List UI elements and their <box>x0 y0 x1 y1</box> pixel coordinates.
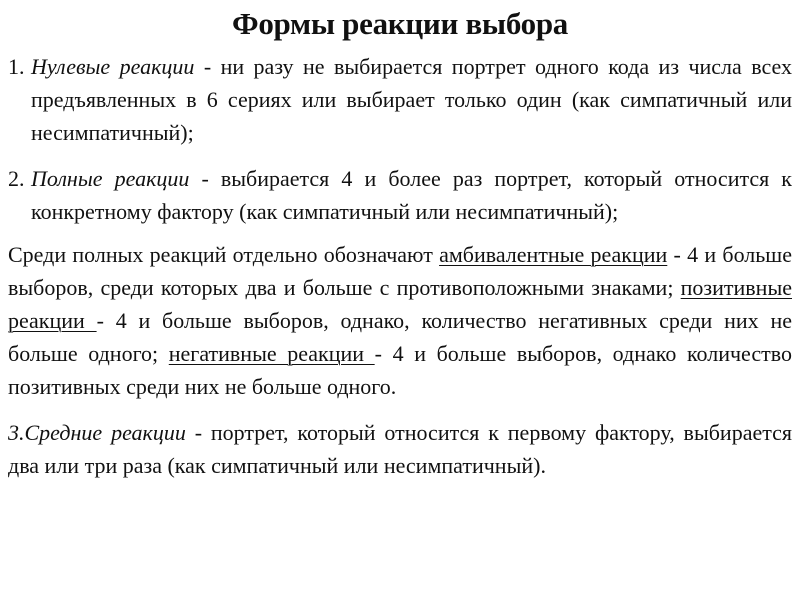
definition-positive-reactions: - 4 и больше выборов, однако, количество негативных среди них не больше одного; <box>8 308 792 366</box>
list-item-null-reactions <box>8 50 792 149</box>
definition-ambivalent-reactions: - 4 и больше выборов, среди которых два и больше с противоположными знаками; <box>8 242 792 300</box>
list-item-body <box>31 50 792 149</box>
term-positive-reactions: позитивные реакции <box>8 275 792 333</box>
slide-title: Формы реакции выбора <box>232 6 568 41</box>
list-item-medium-reactions <box>8 416 792 482</box>
full-reactions-subtypes-paragraph <box>8 238 792 403</box>
definition-null-reactions: - ни разу не выбирается портрет одного кода из числа всех предъявленных в 6 сериях или выбирает только один (как симпатичный или несимпатичный); <box>31 54 792 145</box>
list-number: 1. <box>8 54 25 79</box>
list-number: 2. <box>8 166 25 191</box>
term-null-reactions: Нулевые реакции <box>31 54 195 79</box>
list-item-full-reactions <box>8 162 792 228</box>
definition-negative-reactions: - 4 и больше выборов, однако количество позитивных среди них не больше одного. <box>8 341 792 399</box>
term-medium-reactions: 3.Средние реакции <box>8 420 186 445</box>
definition-medium-reactions: - портрет, который относится к первому фактору, выбирается два или три раза (как симпатичный или несимпатичный). <box>8 420 792 478</box>
term-negative-reactions: негативные реакции <box>168 341 375 366</box>
term-ambivalent-reactions: амбивалентные реакции <box>439 242 668 267</box>
list-item-body <box>31 162 792 228</box>
term-full-reactions: Полные реакции <box>31 166 190 191</box>
definition-full-reactions: - выбирается 4 и более раз портрет, который относится к конкретному фактору (как симпатичный или несимпатичный); <box>31 166 793 224</box>
paragraph-intro: Среди полных реакций отдельно обозначают <box>8 242 440 267</box>
